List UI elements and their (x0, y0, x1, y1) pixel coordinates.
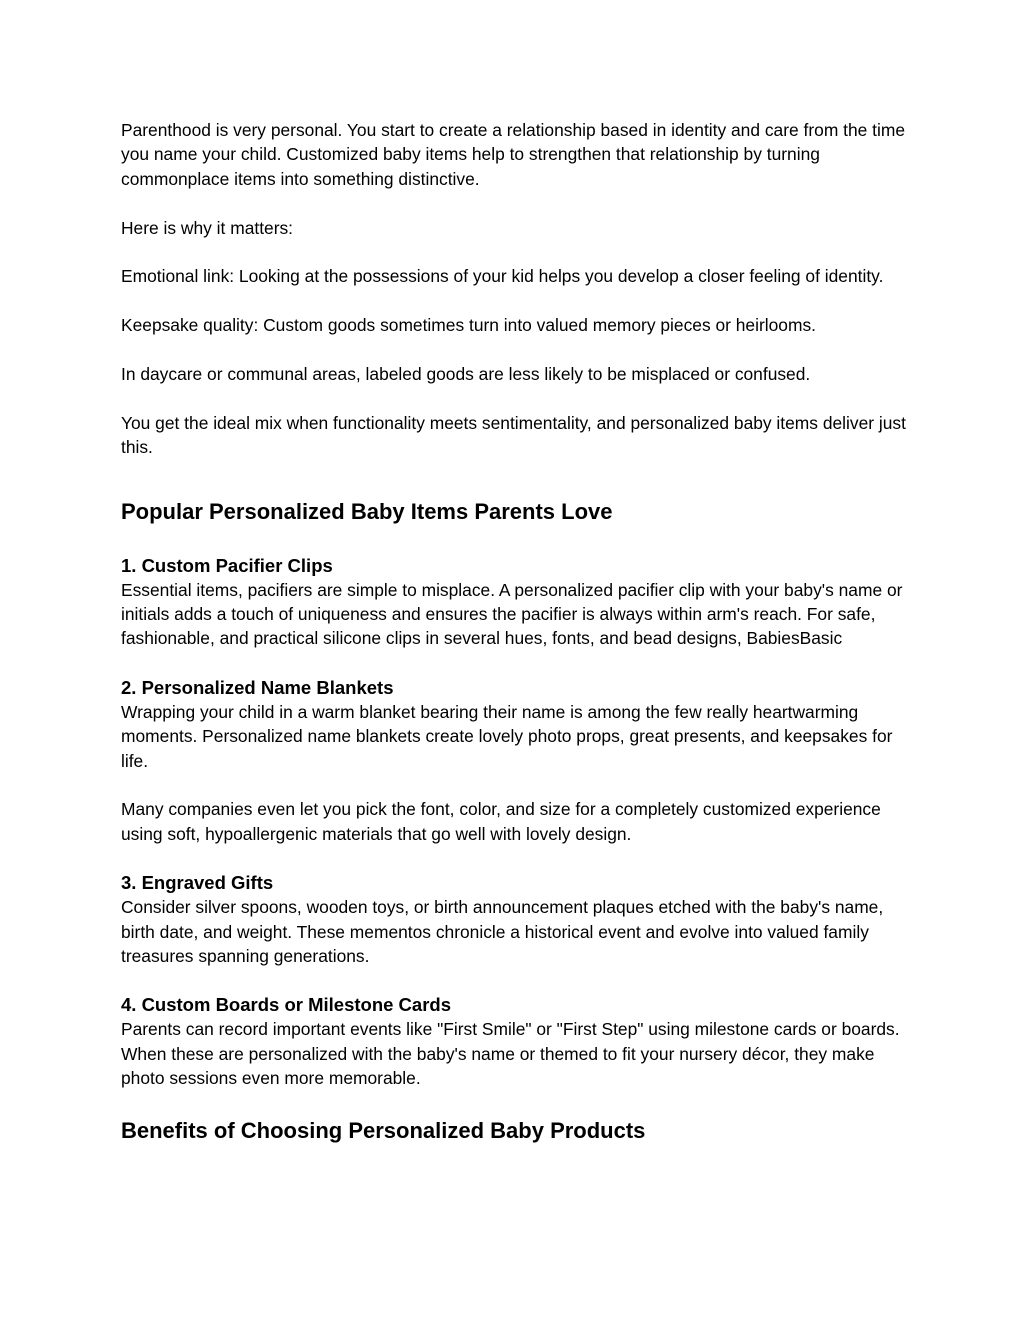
section-heading-popular-items: Popular Personalized Baby Items Parents Love (121, 498, 613, 524)
item-paragraph-name-blankets: Wrapping your child in a warm blanket bearing their name is among the few really heartwarming moments. Personalized name blankets create lovely photo props, great presents, and keepsakes for life. (121, 701, 893, 771)
item-paragraph-milestone-cards: Parents can record important events like "First Smile" or "First Step" using milestone cards or boards. When these are personalized with the baby's name or themed to fit your nursery décor, they make photo sessions even more memorable. (121, 1019, 900, 1089)
reason-keepsake-quality: Keepsake quality: Custom goods sometimes turn into valued memory pieces or heirlooms. (121, 315, 816, 336)
section-heading-benefits: Benefits of Choosing Personalized Baby Products (121, 1117, 646, 1143)
item-heading-milestone-cards: 4. Custom Boards or Milestone Cards (121, 994, 451, 1016)
intro-paragraph: Parenthood is very personal. You start to create a relationship based in identity and care from the time you name your child. Customized baby items help to strengthen that relationship by turning commonplace items into something distinctive. (121, 120, 905, 189)
document-page (121, 118, 911, 1146)
item-paragraph-name-blankets-2: Many companies even let you pick the font, color, and size for a completely customized experience using soft, hypoallergenic materials that go well with lovely design. (121, 799, 881, 844)
item-heading-name-blankets: 2. Personalized Name Blankets (121, 676, 394, 698)
reason-labeled-goods: In daycare or communal areas, labeled goods are less likely to be misplaced or confused. (121, 364, 811, 384)
reason-emotional-link: Emotional link: Looking at the possessions of your kid helps you develop a closer feeling of identity. (121, 266, 884, 287)
intro-conclusion: You get the ideal mix when functionality meets sentimentality, and personalized baby items deliver just this. (121, 412, 906, 458)
intro-lead-in: Here is why it matters: (121, 217, 294, 238)
item-heading-pacifier-clips: 1. Custom Pacifier Clips (121, 554, 333, 576)
item-paragraph-pacifier-clips: Essential items, pacifiers are simple to misplace. A personalized pacifier clip with your baby's name or initials adds a touch of uniqueness and ensures the pacifier is always within arm's reach. For safe, fashionable, and practical silicone clips in several hues, fonts, and bead designs, BabiesBasic (121, 579, 903, 649)
item-heading-engraved-gifts: 3. Engraved Gifts (121, 872, 274, 894)
item-paragraph-engraved-gifts: Consider silver spoons, wooden toys, or birth announcement plaques etched with the baby's name, birth date, and weight. These mementos chronicle a historical event and evolve into valued family treasures spanning generations. (121, 897, 884, 967)
